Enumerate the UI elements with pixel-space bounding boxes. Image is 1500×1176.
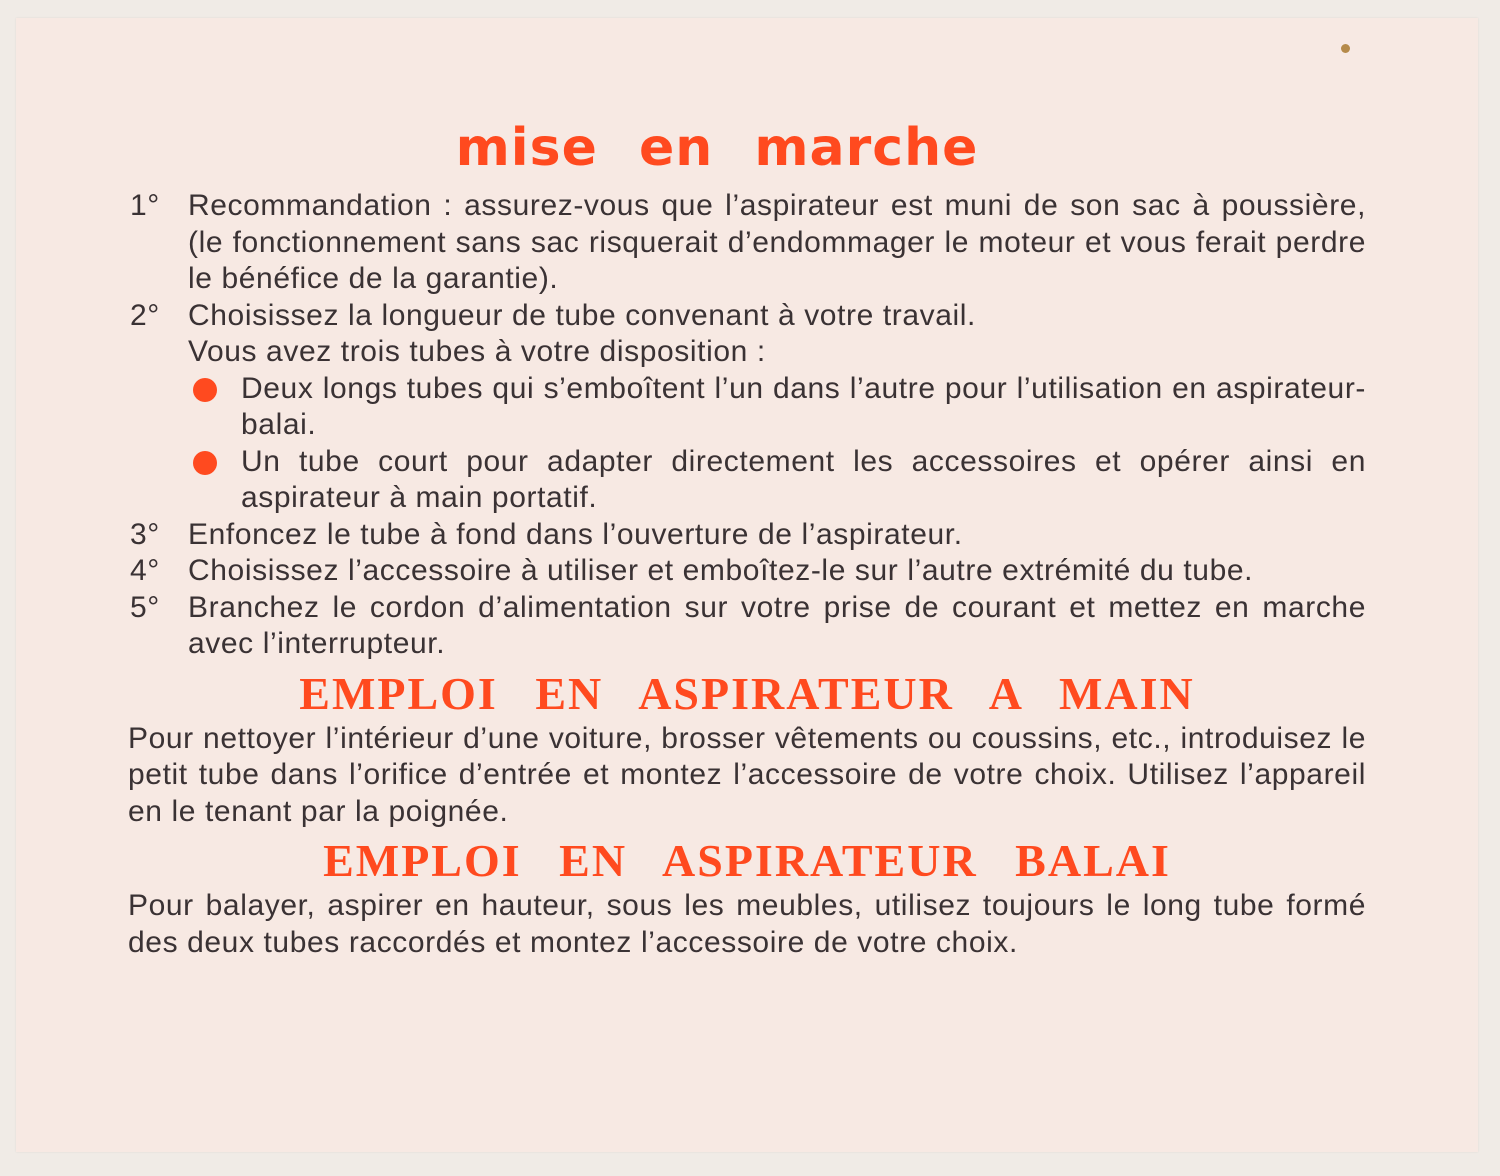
ink-spot	[1341, 44, 1350, 53]
step-5	[128, 590, 1366, 663]
section-text-hand: Pour nettoyer l’intérieur d’une voiture, brosser vêtements ou coussins, etc., introduisez le petit tube dans l’orifice d’entrée et montez l’accessoire de votre choix. Utilisez l’appareil en le tenant par la poignée.	[128, 721, 1366, 828]
step-1	[128, 188, 1366, 298]
bullet-text: Deux longs tubes qui s’emboîtent l’un dans l’autre pour l’utilisation en aspirateur-balai.	[241, 371, 1366, 441]
step-number: 2°	[130, 298, 160, 332]
list-item	[193, 371, 1366, 444]
step-text: Choisissez l’accessoire à utiliser et emboîtez-le sur l’autre extrémité du tube.	[188, 554, 1254, 587]
content	[128, 116, 1366, 961]
section-text-broom: Pour balayer, aspirer en hauteur, sous les meubles, utilisez toujours le long tube formé des deux tubes raccordés et montez l’accessoire de votre choix.	[128, 889, 1366, 959]
bullet-dot-icon	[193, 378, 217, 402]
step-text: Enfoncez le tube à fond dans l’ouverture de l’aspirateur.	[188, 517, 963, 551]
step-text: Choisissez la longueur de tube convenant à votre travail.	[188, 298, 976, 332]
step-number: 1°	[130, 189, 160, 222]
step-number: 5°	[130, 590, 160, 624]
step-4	[128, 553, 1366, 590]
list-item	[193, 444, 1366, 517]
bullet-dot-icon	[193, 451, 217, 475]
page-title: mise en marche	[455, 118, 979, 178]
step-number: 3°	[130, 517, 160, 551]
section-heading-broom: EMPLOI EN ASPIRATEUR BALAI	[323, 835, 1171, 886]
step-text: Vous avez trois tubes à votre disposition :	[188, 335, 766, 368]
bullet-text: Un tube court pour adapter directement les accessoires et opérer ainsi en aspirateur à main portatif.	[241, 444, 1366, 514]
step-3	[128, 517, 1366, 554]
instruction-sheet	[16, 18, 1478, 1152]
step-text: Branchez le cordon d’alimentation sur votre prise de courant et mettez en marche avec l’interrupteur.	[188, 590, 1366, 660]
step-number: 4°	[130, 554, 160, 587]
step-text: Recommandation : assurez-vous que l’aspirateur est muni de son sac à poussière, (le fonctionnement sans sac risquerait d’endommager le moteur et vous ferait perdre le bénéfice de la garantie).	[188, 189, 1366, 295]
section-heading-hand: EMPLOI EN ASPIRATEUR A MAIN	[299, 667, 1195, 719]
step-2	[128, 298, 1366, 517]
